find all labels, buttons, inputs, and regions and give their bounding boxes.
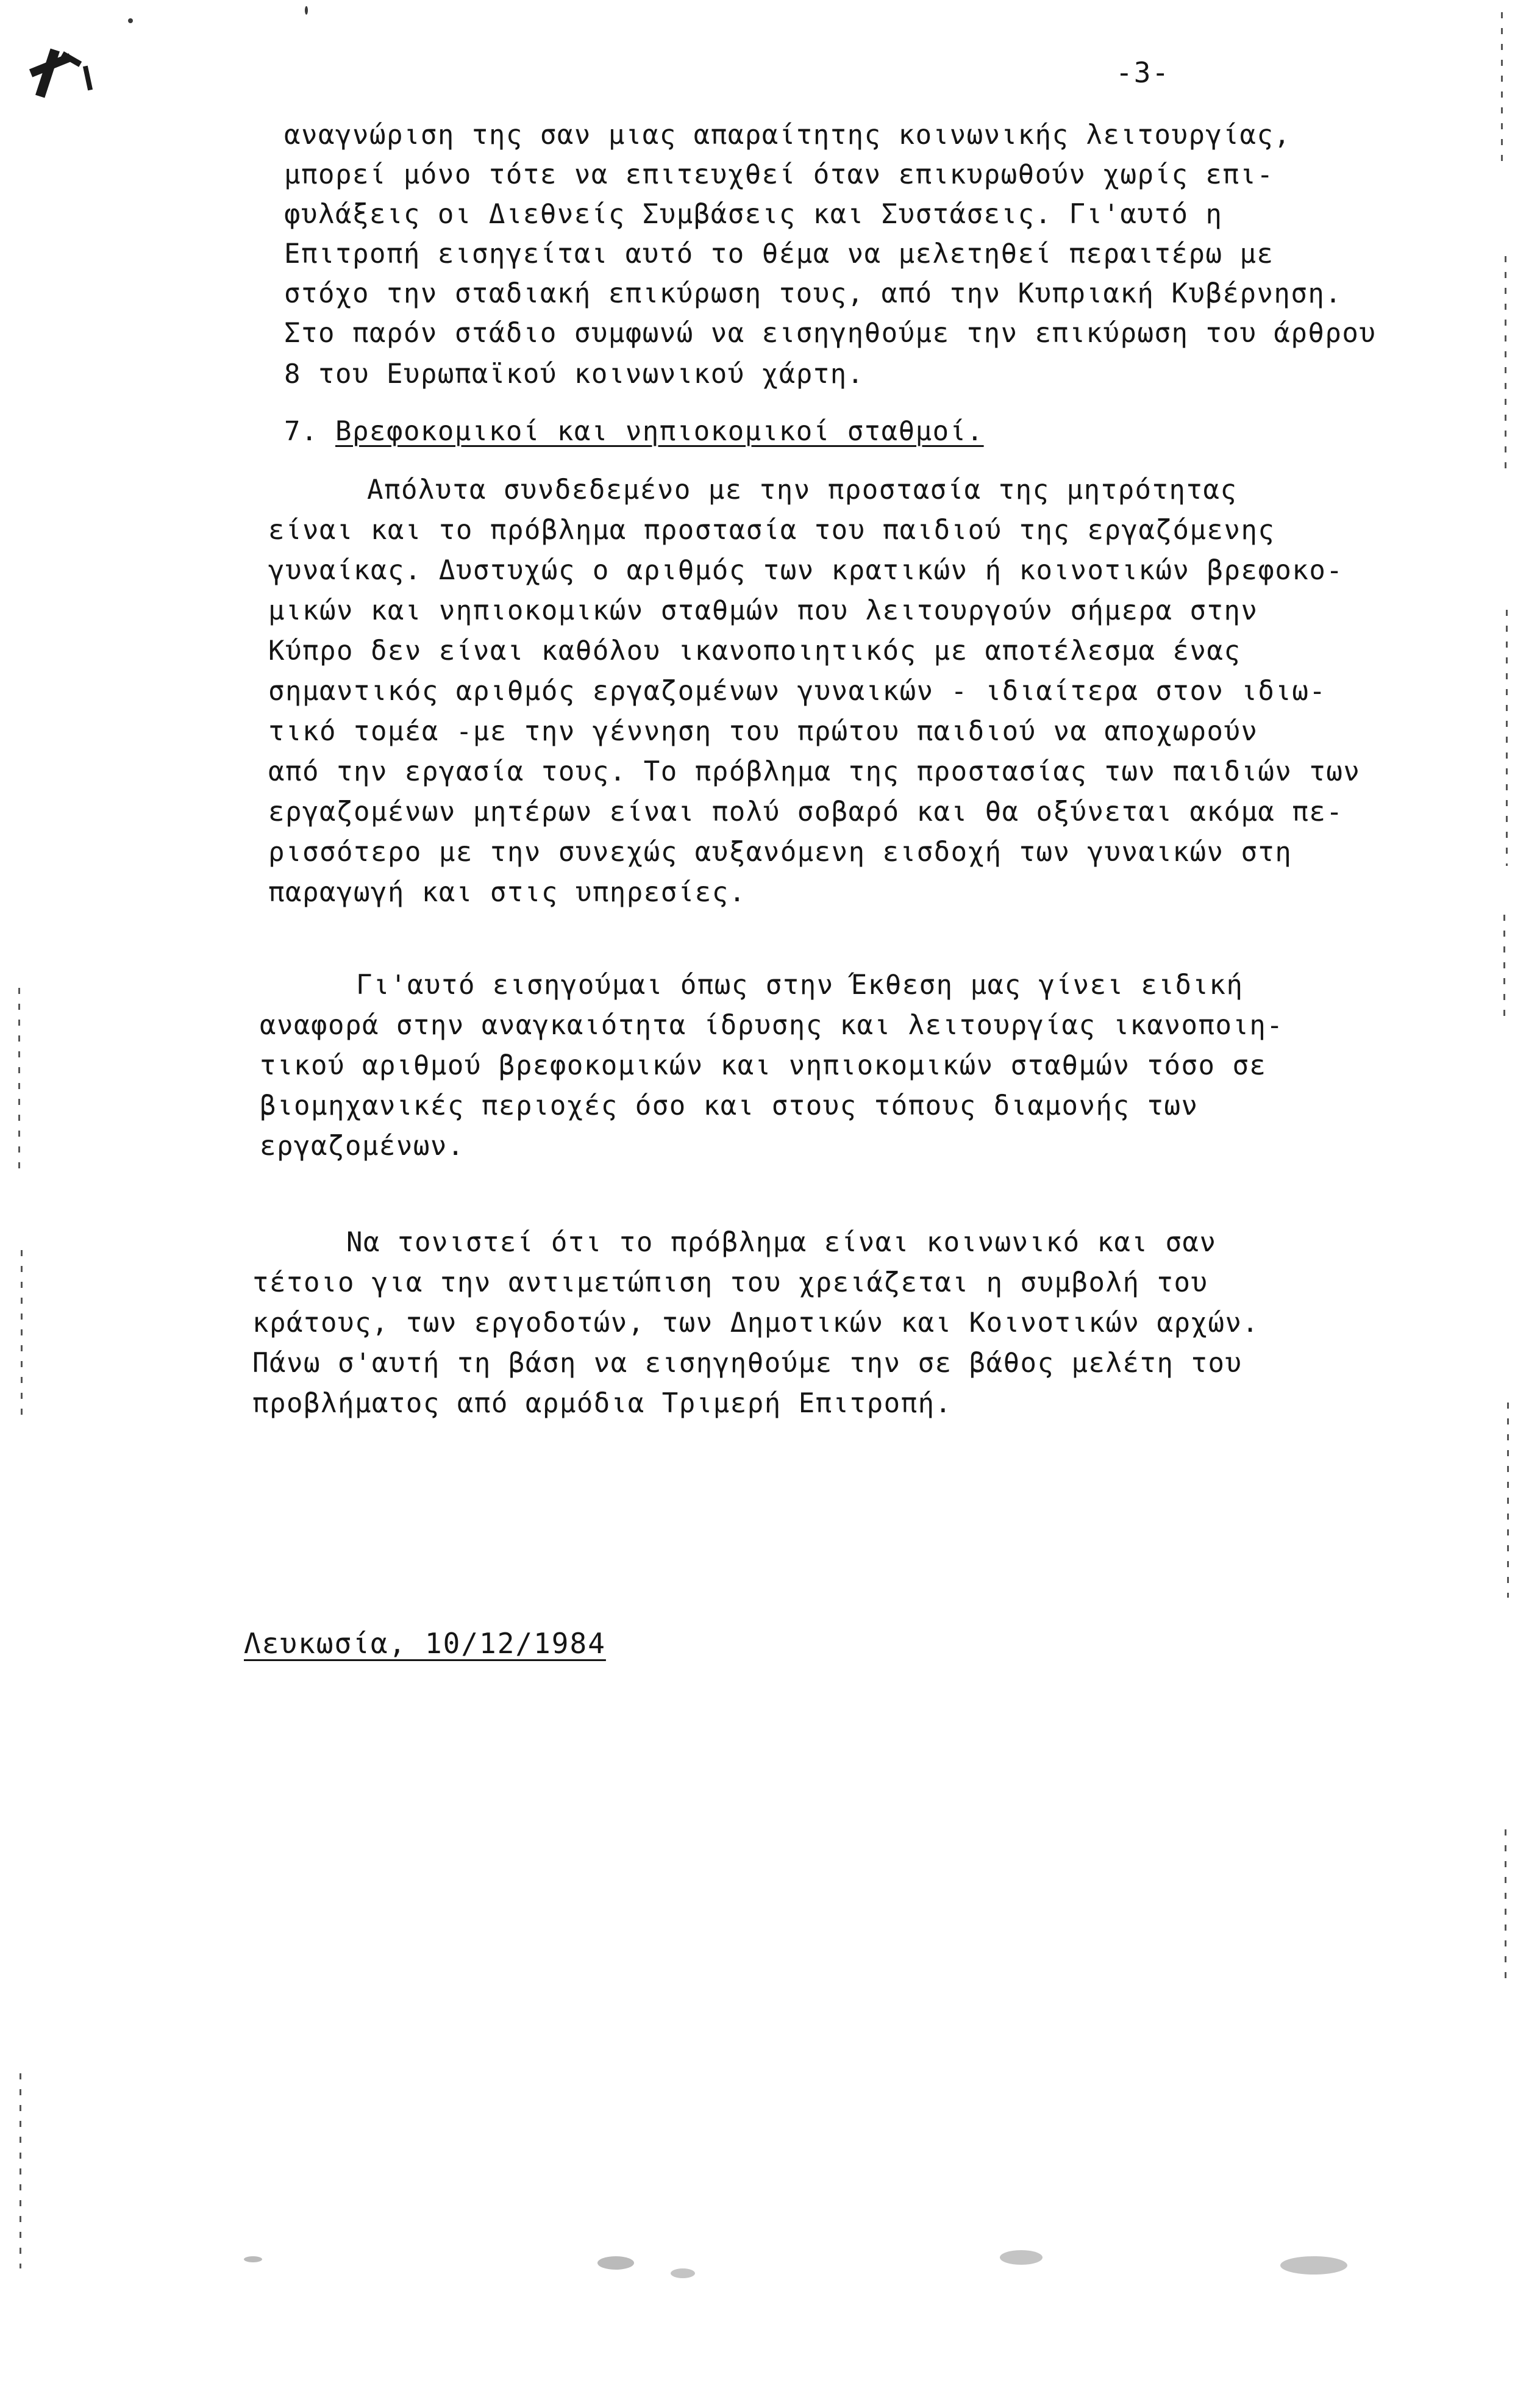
text-line: Να τονιστεί ότι το πρόβλημα είναι κοινωνικό και σαν [346,1227,1217,1258]
text-line: παραγωγή και στις υπηρεσίες. [268,877,746,908]
text-line: γυναίκας. Δυστυχώς ο αριθμός των κρατικών ή κοινοτικών βρεφοκο- [268,555,1344,586]
text-line: βιομηχανικές περιοχές όσο και στους τόπους διαμονής των [260,1090,1199,1121]
text-line: σημαντικός αριθμός εργαζομένων γυναικών - ιδιαίτερα στον ιδιω- [268,676,1327,707]
text-line: από την εργασία τους. Το πρόβλημα της προστασίας των παιδιών των [268,756,1361,787]
text-line: εργαζομένων. [260,1131,465,1162]
text-line: 8 του Ευρωπαϊκού κοινωνικού χάρτη. [284,359,864,390]
text-line: τικού αριθμού βρεφοκομικών και νηπιοκομικών σταθμών τόσο σε [260,1050,1267,1081]
text-line: τικό τομέα -με την γέννηση του πρώτου παιδιού να αποχωρούν [268,716,1258,747]
place-date: Λευκωσία, 10/12/1984 [244,1627,606,1660]
text-line: Κύπρο δεν είναι καθόλου ικανοποιητικός με αποτέλεσμα ένας [268,635,1241,667]
text-line: Πάνω σ'αυτή τη βάση να εισηγηθούμε την σε βάθος μελέτη του [252,1348,1242,1379]
text-line: φυλάξεις οι Διεθνείς Συμβάσεις και Συστάσεις. Γι'αυτό η [284,199,1223,230]
text-line: κράτους, των εργοδοτών, των Δημοτικών και Κοινοτικών αρχών. [252,1307,1260,1338]
section-number: 7. [284,416,318,447]
text-line: εργαζομένων μητέρων είναι πολύ σοβαρό και θα οξύνεται ακόμα πε- [268,796,1344,827]
text-line: τέτοιο για την αντιμετώπιση του χρειάζεται η συμβολή του [252,1267,1208,1298]
text-line: Στο παρόν στάδιο συμφωνώ να εισηγηθούμε την επικύρωση του άρθρου [284,318,1377,349]
text-line: Γι'αυτό εισηγούμαι όπως στην Έκθεση μας γίνει ειδική [356,970,1244,1001]
text-line: Επιτροπή εισηγείται αυτό το θέμα να μελετηθεί περαιτέρω με [284,238,1274,270]
text-line: μπορεί μόνο τότε να επιτευχθεί όταν επικυρωθούν χωρίς επι- [284,159,1274,190]
text-line: προβλήματος από αρμόδια Τριμερή Επιτροπή. [252,1388,952,1419]
section-title: Βρεφοκομικοί και νηπιοκομικοί σταθμοί. [335,416,984,447]
section-heading [284,418,984,445]
text-line: αναγνώριση της σαν μιας απαραίτητης κοινωνικής λειτουργίας, [284,120,1291,151]
text-line: είναι και το πρόβλημα προστασία του παιδιού της εργαζόμενης [268,515,1275,546]
text-line: μικών και νηπιοκομικών σταθμών που λειτουργούν σήμερα στην [268,595,1258,626]
page-number: -3- [1116,56,1171,89]
text-line: στόχο την σταδιακή επικύρωση τους, από την Κυπριακή Κυβέρνηση. [284,278,1342,309]
text-line: ρισσότερο με την συνεχώς αυξανόμενη εισδοχή των γυναικών στη [268,837,1292,868]
text-line: αναφορά στην αναγκαιότητα ίδρυσης και λειτουργίας ικανοποιη- [260,1010,1284,1041]
text-line: Απόλυτα συνδεδεμένο με την προστασία της μητρότητας [367,474,1238,506]
